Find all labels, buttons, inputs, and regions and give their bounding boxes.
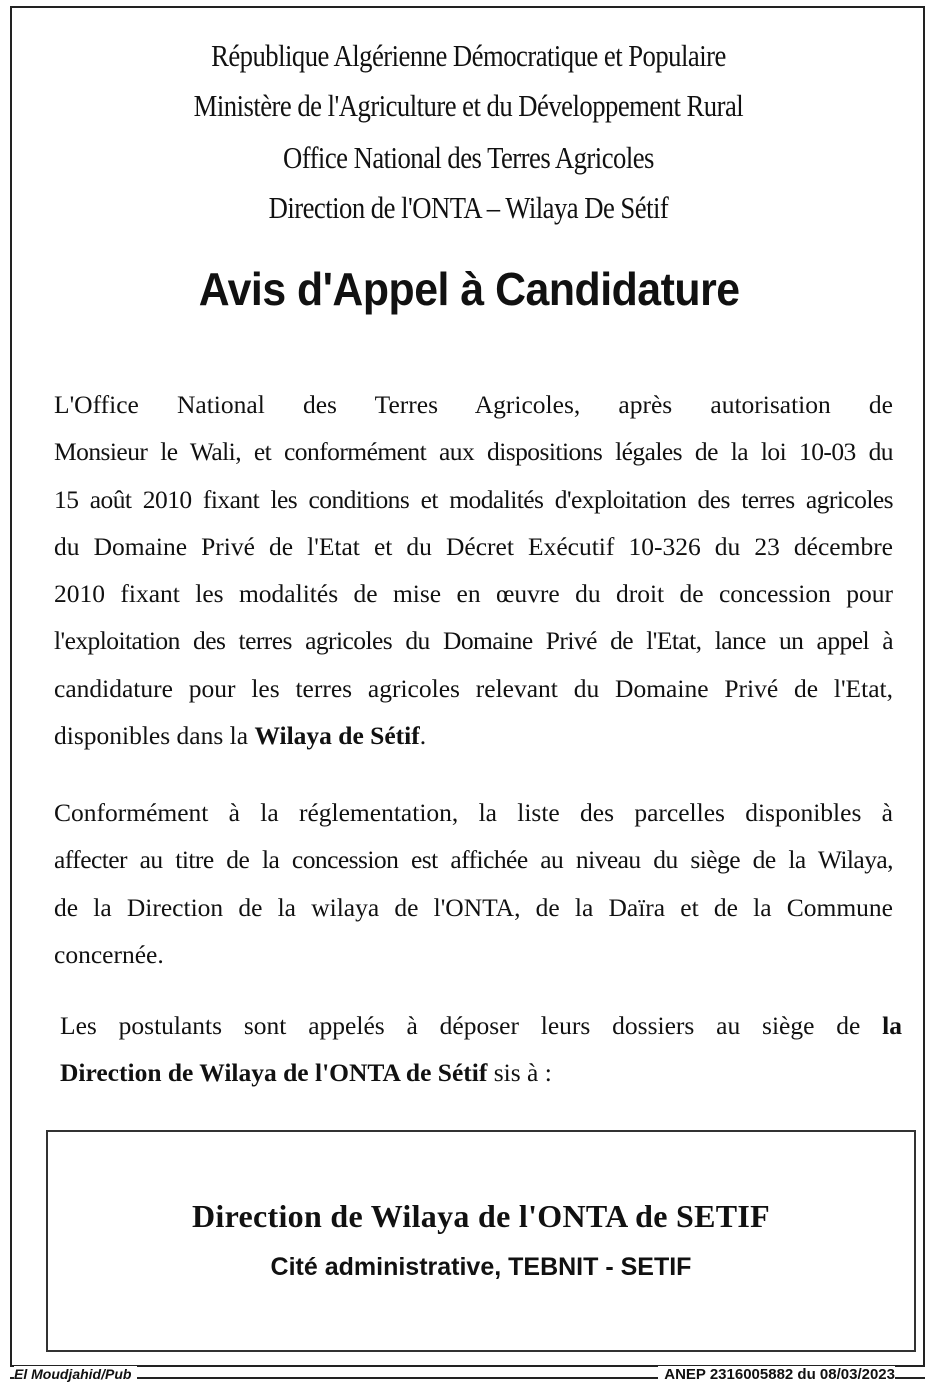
header-direction: Direction de l'ONTA – Wilaya De Sétif: [268, 190, 669, 225]
wilaya-name: Wilaya de Sétif: [254, 721, 420, 751]
header-ministry: Ministère de l'Agriculture et du Développement Rural: [193, 88, 744, 123]
anep-reference: ANEP 2316005882 du 08/03/2023: [658, 1366, 895, 1383]
paragraph-line: [60, 1002, 902, 1049]
paragraph-line: Conformément à la réglementation, la liste des parcelles disponibles à: [54, 798, 893, 827]
paragraph-line: 15 août 2010 fixant les conditions et modalités d'exploitation des terres agricoles: [54, 484, 893, 514]
direction-name: Direction de Wilaya de l'ONTA de Sétif: [60, 1058, 488, 1088]
paragraph-regulation: [54, 789, 893, 978]
notice-title: Avis d'Appel à Candidature: [198, 263, 740, 315]
publisher-credit: El Moudjahid/Pub: [14, 1366, 137, 1382]
paragraph-line: affecter au titre de la concession est affichée au niveau du siège de la Wilaya,: [54, 845, 893, 875]
line-bold: la: [882, 1011, 903, 1040]
address-direction: Direction de Wilaya de l'ONTA de SETIF: [192, 1198, 770, 1234]
paragraph-line: candidature pour les terres agricoles relevant du Domaine Privé de l'Etat,: [54, 673, 893, 703]
paragraph-applicants: [60, 1002, 902, 1097]
paragraph-line-last: [60, 1049, 902, 1096]
header-republic: République Algérienne Démocratique et Populaire: [211, 38, 726, 73]
address-location: Cité administrative, TEBNIT - SETIF: [270, 1253, 692, 1281]
paragraph-line: Monsieur le Wali, et conformément aux dispositions légales de la loi 10-03 du: [54, 437, 893, 467]
paragraph-line-last: [54, 712, 893, 759]
line-text: Les postulants sont appelés à déposer leurs dossiers au siège de: [60, 1011, 861, 1040]
paragraph-line: l'exploitation des terres agricoles du Domaine Privé de l'Etat, lance un appel à: [54, 626, 893, 656]
paragraph-line: 2010 fixant les modalités de mise en œuvre du droit de concession pour: [54, 579, 893, 609]
line-text: sis à :: [487, 1058, 552, 1088]
header-office: Office National des Terres Agricoles: [282, 140, 654, 175]
line-text: disponibles dans la: [54, 721, 255, 751]
address-box: [46, 1130, 916, 1352]
paragraph-line: de la Direction de la wilaya de l'ONTA, de la Daïra et de la Commune: [54, 892, 893, 922]
line-text: .: [419, 721, 427, 751]
paragraph-line: concernée.: [54, 939, 164, 969]
paragraph-line: du Domaine Privé de l'Etat et du Décret Exécutif 10-326 du 23 décembre: [54, 531, 893, 561]
paragraph-line: L'Office National des Terres Agricoles, après autorisation de: [54, 390, 893, 419]
paragraph-authorization: [54, 381, 893, 759]
